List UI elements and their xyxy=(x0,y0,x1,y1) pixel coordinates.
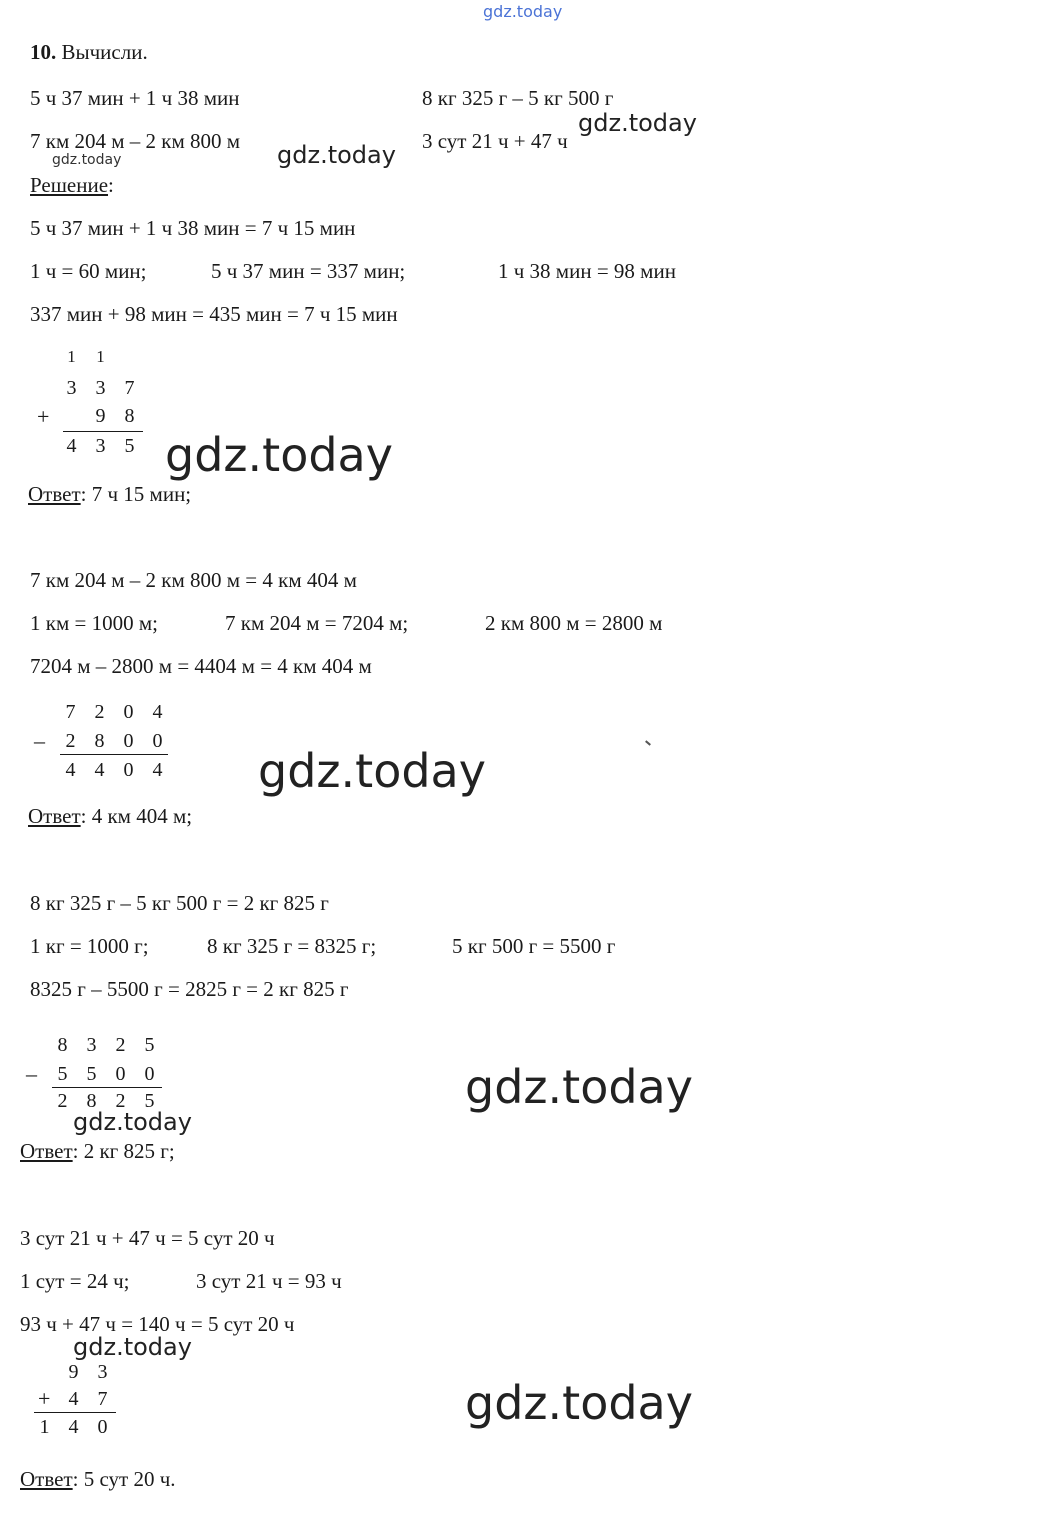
bottom-operand: 9 8 xyxy=(95,405,135,427)
block3-conversion-1: 1 кг = 1000 г; xyxy=(30,934,149,958)
carry-row: 1 1 xyxy=(67,347,105,366)
minus-sign: – xyxy=(26,1061,37,1086)
watermark: gdz.today xyxy=(165,428,393,482)
bottom-operand: 4 7 xyxy=(68,1388,108,1410)
top-operand: 8 3 2 5 xyxy=(57,1034,155,1056)
top-operand: 9 3 xyxy=(68,1361,108,1383)
result-row: 4 4 0 4 xyxy=(65,759,163,781)
result-line xyxy=(52,1087,162,1088)
watermark-top: gdz.today xyxy=(483,2,563,21)
block3-equation: 8 кг 325 г – 5 кг 500 г = 2 кг 825 г xyxy=(30,891,329,915)
bottom-operand: 5 5 0 0 xyxy=(57,1063,155,1085)
block2-conversion-1: 1 км = 1000 м; xyxy=(30,611,158,635)
block1-answer: Ответ: 7 ч 15 мин; xyxy=(28,482,192,506)
watermark: gdz.today xyxy=(465,1060,693,1114)
watermark: gdz.today xyxy=(258,744,486,798)
block3-answer: Ответ: 2 кг 825 г; xyxy=(20,1139,175,1163)
block2-conversion-3: 2 км 800 м = 2800 м xyxy=(485,611,663,635)
block4-column-addition xyxy=(30,1360,140,1440)
task-title: Вычисли. xyxy=(61,40,148,64)
plus-sign: + xyxy=(37,404,50,429)
block1-equation: 5 ч 37 мин + 1 ч 38 мин = 7 ч 15 мин xyxy=(30,216,356,240)
plus-sign: + xyxy=(38,1386,51,1411)
task-number: 10. xyxy=(30,40,57,64)
block2-conversion-2: 7 км 204 м = 7204 м; xyxy=(225,611,409,635)
watermark: gdz.today xyxy=(52,152,122,168)
minus-sign: – xyxy=(34,728,45,753)
block4-conversion-1: 1 сут = 24 ч; xyxy=(20,1269,130,1293)
scan-speck xyxy=(645,740,651,745)
block3-conversion-3: 5 кг 500 г = 5500 г xyxy=(452,934,616,958)
watermark: gdz.today xyxy=(73,1333,192,1361)
result-line xyxy=(60,754,168,755)
block2-equation: 7 км 204 м – 2 км 800 м = 4 км 404 м xyxy=(30,568,357,592)
bottom-operand: 2 8 0 0 xyxy=(65,730,163,752)
task-header xyxy=(30,42,148,63)
block4-conversion-2: 3 сут 21 ч = 93 ч xyxy=(196,1269,342,1293)
result-row: 2 8 2 5 xyxy=(57,1090,155,1112)
block1-column-addition xyxy=(37,346,163,461)
block2-calculation: 7204 м – 2800 м = 4404 м = 4 км 404 м xyxy=(30,654,372,678)
result-line xyxy=(63,431,143,432)
watermark: gdz.today xyxy=(277,141,396,169)
result-row: 1 4 0 xyxy=(39,1416,108,1438)
block4-answer: Ответ: 5 сут 20 ч. xyxy=(20,1467,176,1491)
result-row: 4 3 5 xyxy=(66,435,135,457)
task-expression-3: 7 км 204 м – 2 км 800 м xyxy=(30,129,241,153)
block3-conversion-2: 8 кг 325 г = 8325 г; xyxy=(207,934,377,958)
block3-calculation: 8325 г – 5500 г = 2825 г = 2 кг 825 г xyxy=(30,977,349,1001)
task-expression-2: 8 кг 325 г – 5 кг 500 г xyxy=(422,86,614,110)
task-expression-1: 5 ч 37 мин + 1 ч 38 мин xyxy=(30,86,240,110)
top-operand: 7 2 0 4 xyxy=(65,701,163,723)
block4-equation: 3 сут 21 ч + 47 ч = 5 сут 20 ч xyxy=(20,1226,275,1250)
block2-answer: Ответ: 4 км 404 м; xyxy=(28,804,193,828)
block1-conversion-2: 5 ч 37 мин = 337 мин; xyxy=(211,259,406,283)
block1-conversion-1: 1 ч = 60 мин; xyxy=(30,259,147,283)
block3-column-subtraction xyxy=(24,1033,174,1118)
result-line xyxy=(34,1412,116,1413)
task-expression-4: 3 сут 21 ч + 47 ч xyxy=(422,129,568,153)
watermark: gdz.today xyxy=(73,1108,192,1136)
watermark: gdz.today xyxy=(465,1376,693,1430)
block4-calculation: 93 ч + 47 ч = 140 ч = 5 сут 20 ч xyxy=(20,1312,295,1336)
top-operand: 3 3 7 xyxy=(66,377,135,399)
block2-column-subtraction xyxy=(32,700,182,790)
watermark: gdz.today xyxy=(578,109,697,137)
block1-calculation: 337 мин + 98 мин = 435 мин = 7 ч 15 мин xyxy=(30,302,398,326)
block1-conversion-3: 1 ч 38 мин = 98 мин xyxy=(498,259,676,283)
solution-label: Решение: xyxy=(30,173,114,197)
